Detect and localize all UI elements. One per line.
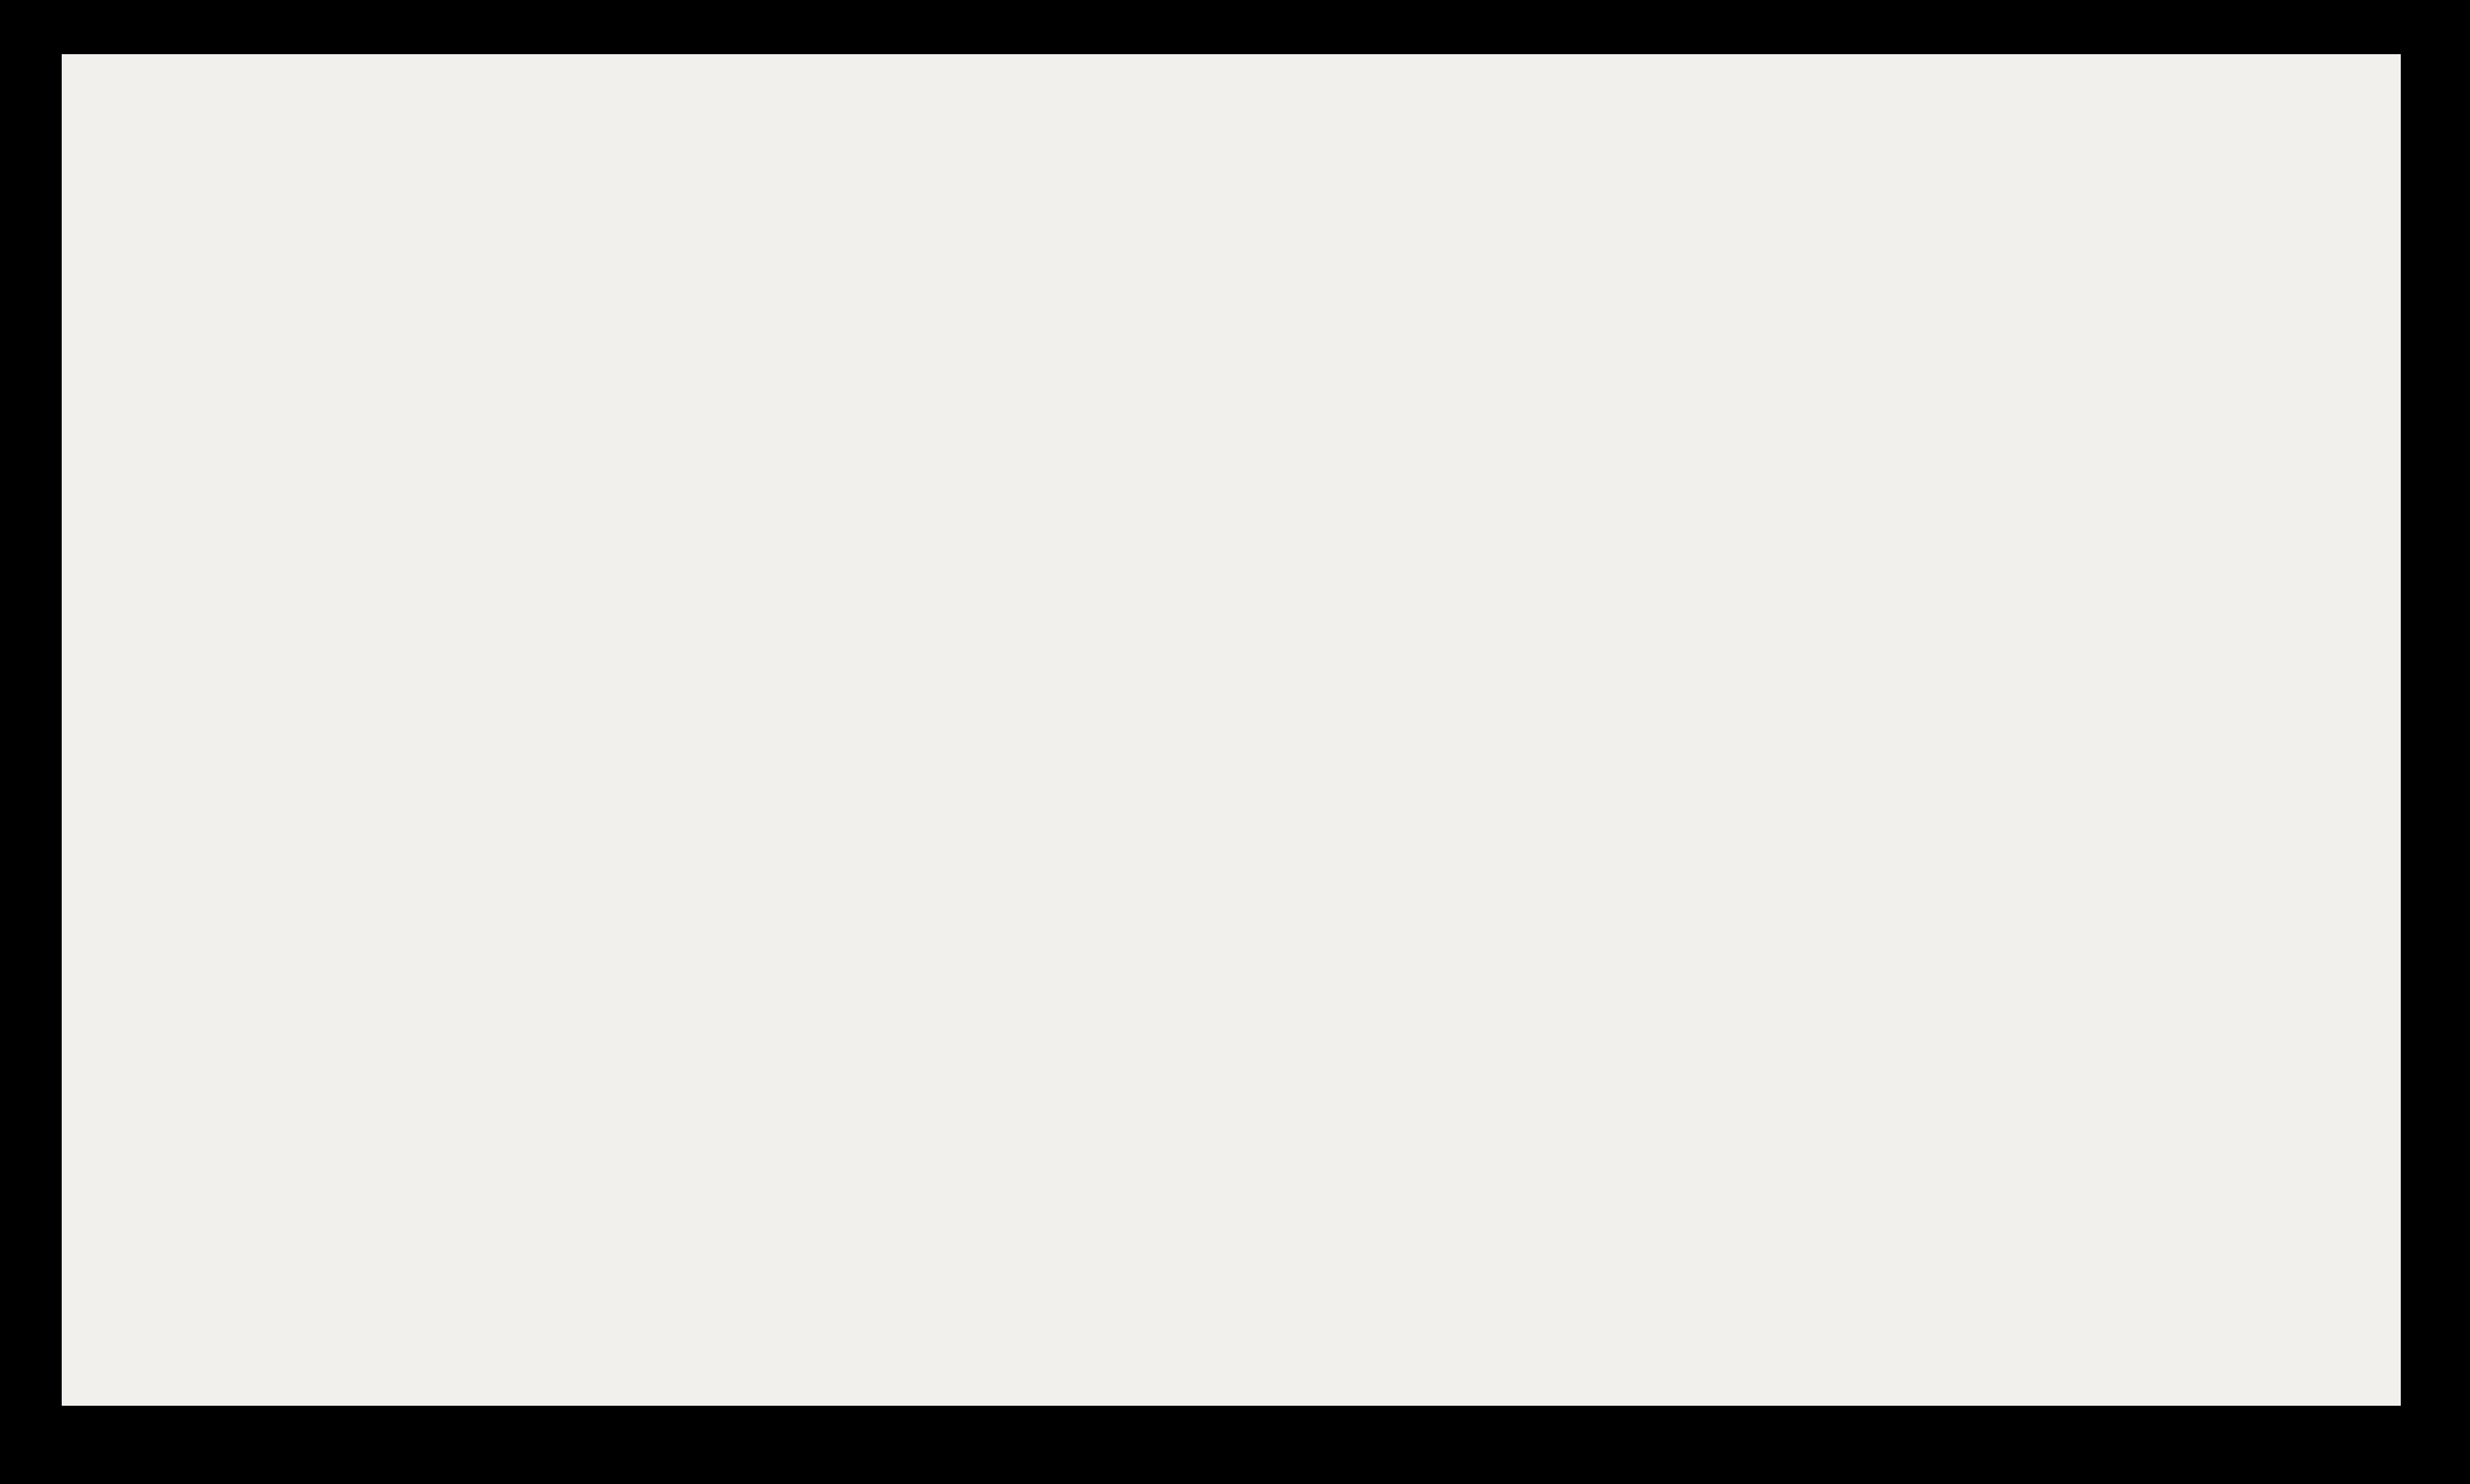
- census-card: [62, 54, 2401, 1406]
